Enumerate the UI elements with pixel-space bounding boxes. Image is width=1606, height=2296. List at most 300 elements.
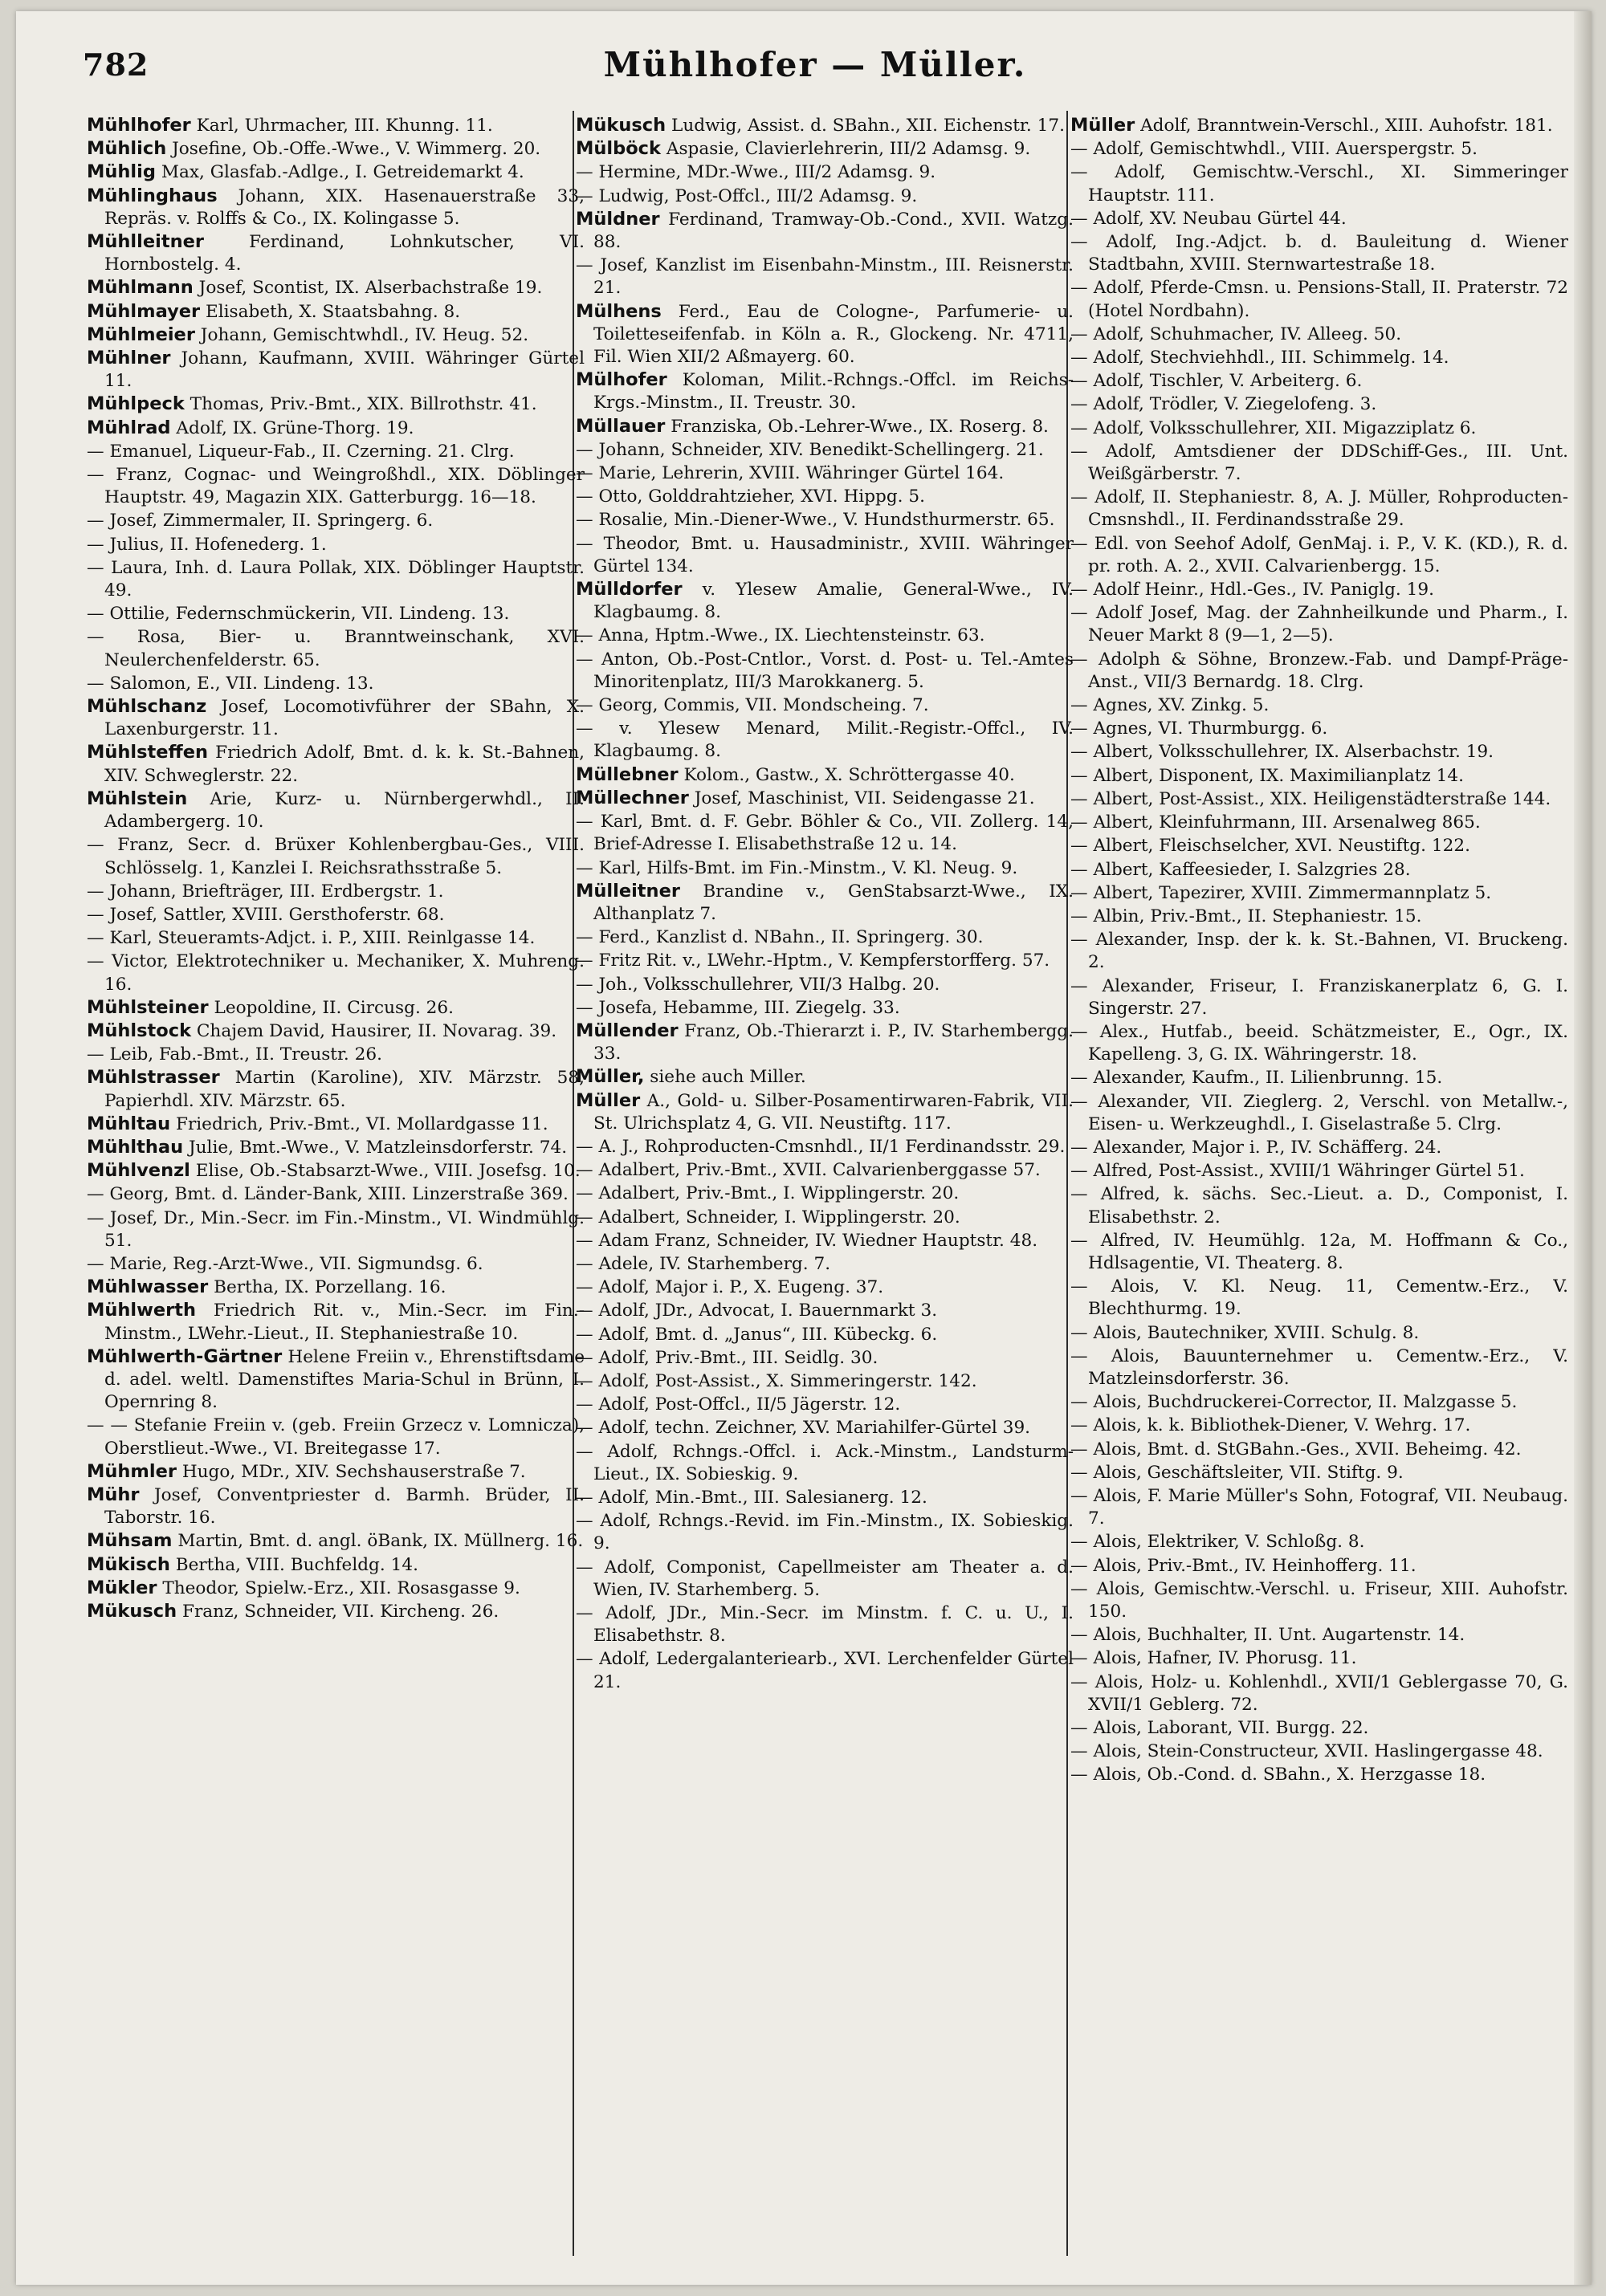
directory-entry [87,1043,585,1066]
directory-entry [1070,881,1568,905]
entry-details: — Alois, Priv.-Bmt., IV. Heinhofferg. 11. [1070,1555,1416,1576]
entry-details: Ludwig, Assist. d. SBahn., XII. Eichenstr. 17. [666,116,1065,136]
entry-details: — Rosa, Bier- u. Branntweinschank, XVI. Neulerchenfelderstr. 65. [87,627,585,670]
directory-entry [576,1509,1074,1555]
entry-details: — Adolf, Post-Offcl., II/5 Jägerstr. 12. [576,1394,901,1415]
entry-details: — Adolf, techn. Zeichner, XV. Mariahilfer-Gürtel 39. [576,1418,1031,1439]
entry-details: — Karl, Steueramts-Adjct. i. P., XIII. Reinlgasse 14. [87,928,536,949]
entry-details: — Adolf, Amtsdiener der DDSchiff-Ges., III. Unt. Weißgärberstr. 7. [1070,441,1568,485]
entry-surname: Mühlsteffen [87,742,209,763]
directory-entry [576,1182,1074,1205]
directory-entry [576,485,1074,508]
entry-details: Koloman, Milit.-Rchngs.-Offcl. im Reichs-Krgs.-Minstm., II. Treustr. 30. [593,370,1074,413]
entry-details: — Alois, Elektriker, V. Schloßg. 8. [1070,1532,1365,1553]
directory-entry [87,137,585,161]
entry-details: — A. J., Rohproducten-Cmsnhdl., II/1 Ferdinandsstr. 29. [576,1136,1066,1157]
directory-entry [576,1416,1074,1439]
column-2 [576,114,1074,1694]
directory-entry [1070,1390,1568,1414]
entry-details: — Fritz Rit. v., LWehr.-Hptm., V. Kempferstorfferg. 57. [576,951,1050,971]
entry-details: — Salomon, E., VII. Lindeng. 13. [87,673,374,694]
directory-entry [576,996,1074,1020]
entry-surname: Mülldorfer [576,579,683,600]
directory-entry [576,1346,1074,1370]
directory-entry [576,1089,1074,1135]
directory-entry [1070,1159,1568,1183]
directory-entry [576,694,1074,717]
directory-entry [576,578,1074,624]
page-header [68,43,1562,92]
directory-entry [1070,1183,1568,1228]
directory-entry [576,763,1074,787]
entry-details: — Anton, Ob.-Post-Cntlor., Vorst. d. Post- u. Tel.-Amtes Minoritenplatz, III/3 Marokkanerg. 5. [576,649,1074,692]
directory-entry [1070,694,1568,717]
entry-details: — Albin, Priv.-Bmt., II. Stephaniestr. 15. [1070,906,1422,926]
directory-entry [1070,740,1568,763]
directory-entry [1070,764,1568,788]
entry-details: — Alexander, Friseur, I. Franziskanerplatz 6, G. I. Singerstr. 27. [1070,975,1568,1019]
entry-details: — Hermine, MDr.-Wwe., III/2 Adamsg. 9. [576,162,936,183]
entry-details: — Edl. von Seehof Adolf, GenMaj. i. P., V. K. (KD.), R. d. pr. roth. A. 2., XVII. Calvarienbergg. 15. [1070,533,1568,576]
entry-details: — Alexander, Major i. P., IV. Schäfferg. 24. [1070,1137,1442,1158]
directory-entry [1070,1671,1568,1716]
directory-entry [1070,1345,1568,1390]
entry-surname: Mükusch [576,115,666,136]
page-spine-shadow [1574,11,1592,2285]
entry-surname: Mühlig [87,161,156,183]
entry-details: Josef, Scontist, IX. Alserbachstraße 19. [193,278,543,299]
directory-entry [576,1065,1074,1089]
entry-details: — Adolf, Trödler, V. Ziegelofeng. 3. [1070,394,1377,415]
entry-details: Elise, Ob.-Stabsarzt-Wwe., VIII. Josefsg. 10. [190,1161,581,1182]
entry-surname: Mühlsteiner [87,996,209,1018]
entry-details: — Franz, Secr. d. Brüxer Kohlenbergbau-Ges., VIII. Schlösselg. 1, Kanzlei I. Reichsrathsstraße 5. [87,835,585,878]
entry-details: — Alois, Stein-Constructeur, XVII. Haslingergasse 48. [1070,1741,1543,1762]
directory-entry [87,788,585,833]
directory-entry [1070,161,1568,206]
directory-entry [87,463,585,509]
directory-entry [87,1136,585,1159]
entry-surname: Mükisch [87,1553,170,1575]
directory-entry [576,1370,1074,1393]
directory-entry [87,1600,585,1623]
entry-details: Friedrich Rit. v., Min.-Secr. im Fin.-Minstm., LWehr.-Lieut., II. Stephaniestraße 10. [104,1301,585,1344]
entry-details: — Alex., Hutfab., beeid. Schätzmeister, E., Ogr., IX. Kapelleng. 3, G. IX. Währingerstr. 18. [1070,1021,1568,1065]
directory-entry [1070,1763,1568,1786]
entry-details: — Marie, Lehrerin, XVIII. Währinger Gürtel 164. [576,463,1005,484]
directory-entry [576,1323,1074,1346]
entry-details: Leopoldine, II. Circusg. 26. [208,997,454,1018]
entry-details: — Josefa, Hebamme, III. Ziegelg. 33. [576,997,900,1018]
directory-entry [576,624,1074,647]
directory-entry [576,857,1074,880]
directory-entry [1070,1275,1568,1321]
entry-details: — Laura, Inh. d. Laura Pollak, XIX. Döblinger Hauptstr. 49. [87,557,585,601]
entry-details: Martin, Bmt. d. angl. öBank, IX. Müllnerg. 16. [172,1531,584,1552]
entry-details: — Alfred, IV. Heumühlg. 12a, M. Hoffmann & Co., Hdlsagentie, VI. Theaterg. 8. [1070,1230,1568,1273]
directory-entry [576,949,1074,972]
entry-details: Friedrich Adolf, Bmt. d. k. k. St.-Bahnen, XIV. Schweglerstr. 22. [104,743,585,786]
entry-surname: Müllauer [576,415,666,437]
entry-details: Ferdinand, Tramway-Ob.-Cond., XVII. Watzg. 88. [593,209,1074,253]
directory-entry [87,1159,585,1183]
entry-details: — Alois, Buchdruckerei-Corrector, II. Malzgasse 5. [1070,1392,1518,1413]
entry-details: — Adalbert, Priv.-Bmt., I. Wipplingerstr. 20. [576,1183,960,1204]
entry-details: — Adolf, Major i. P., X. Eugeng. 37. [576,1277,884,1298]
entry-details: — Adolf, Post-Assist., X. Simmeringerstr. 142. [576,1370,977,1391]
entry-details: — — Stefanie Freiin v. (geb. Freiin Grzecz v. Lomnicza), Oberstlieut.-Wwe., VI. Breitegasse 17. [87,1415,585,1459]
entry-details: Julie, Bmt.-Wwe., V. Matzleinsdorferstr. 74. [183,1137,568,1158]
entry-details: — Agnes, VI. Thurmburgg. 6. [1070,719,1328,739]
entry-surname: Mühlmayer [87,300,201,322]
entry-details: — Alois, Laborant, VII. Burgg. 22. [1070,1718,1369,1739]
directory-entry [1070,114,1568,137]
directory-entry [576,926,1074,949]
directory-entry [87,926,585,950]
directory-entry [576,300,1074,369]
entry-details: Theodor, Spielw.-Erz., XII. Rosasgasse 9. [157,1577,520,1598]
entry-details: Josef, Conventpriester d. Barmh. Brüder, II. Taborstr. 16. [104,1484,585,1529]
running-head: Mühlhofer — Müller. [603,45,1027,84]
directory-entry [1070,1414,1568,1437]
directory-entry [1070,1136,1568,1159]
directory-entry [1070,858,1568,881]
directory-entry [1070,928,1568,974]
entry-details: Johann, Gemischtwhdl., IV. Heug. 52. [194,324,529,345]
directory-entry [1070,1438,1568,1461]
directory-entry [576,532,1074,578]
entry-details: — Adolf, Rchngs.-Offcl. i. Ack.-Minstm., Landsturm-Lieut., IX. Sobieskig. 9. [576,1441,1074,1484]
entry-details: Martin (Karoline), XIV. Märzstr. 58, Papierhdl. XIV. Märzstr. 65. [104,1068,585,1111]
directory-entry [576,1486,1074,1509]
directory-entry [1070,393,1568,416]
directory-entry [87,509,585,532]
entry-details: — Adolf, Stechviehhdl., III. Schimmelg. 14. [1070,348,1449,368]
directory-entry [1070,1066,1568,1089]
directory-entry [576,810,1074,856]
directory-entry [576,1276,1074,1299]
directory-entry [87,833,585,879]
entry-details: — Franz, Cognac- und Weingroßhdl., XIX. Döblinger Hauptstr. 49, Magazin XIX. Gatterburgg. 16—18. [87,465,585,508]
entry-surname: Mühlschanz [87,696,207,718]
entry-details: — Alois, Ob.-Cond. d. SBahn., X. Herzgasse 18. [1070,1765,1486,1785]
entry-details: Friedrich, Priv.-Bmt., VI. Mollardgasse 11. [170,1113,548,1134]
entry-details: — Albert, Volksschullehrer, IX. Alserbachstr. 19. [1070,742,1494,763]
directory-entry [576,880,1074,926]
entry-details: Arie, Kurz- u. Nürnbergerwhdl., II. Adambergerg. 10. [104,788,585,833]
entry-surname: Mühsam [87,1530,173,1552]
entry-surname: Mühlner [87,348,171,369]
entry-details: Chajem David, Hausirer, II. Novarag. 39. [191,1020,557,1041]
directory-entry [87,1299,585,1345]
directory-entry [576,648,1074,694]
entry-details: Hugo, MDr., XIV. Sechshauserstraße 7. [176,1461,526,1482]
directory-entry [87,672,585,695]
entry-surname: Mükler [87,1577,157,1598]
entry-details: — Alois, Holz- u. Kohlenhdl., XVII/1 Geblergasse 70, G. XVII/1 Geblerg. 72. [1070,1671,1568,1715]
directory-entry [87,393,585,416]
entry-details: Aspasie, Clavierlehrerin, III/2 Adamsg. 9. [661,139,1031,160]
entry-surname: Mühlwerth-Gärtner [87,1345,283,1367]
directory-entry [1070,440,1568,486]
directory-entry [576,787,1074,810]
entry-details: — Karl, Bmt. d. F. Gebr. Böhler & Co., VII. Zollerg. 14, Brief-Adresse I. Elisabethstraße 12 u. 14. [576,812,1074,855]
directory-entry [87,950,585,995]
entry-details: Ferd., Eau de Cologne-, Parfumerie- u. Toiletteseifenfab. in Köln a. R., Glockeng. Nr. 4711, Fil. Wien XII/2 Aßmayerg. 60. [593,301,1074,368]
entry-surname: Mühlstock [87,1020,192,1041]
directory-entry [87,1276,585,1299]
entry-details: — v. Ylesew Menard, Milit.-Registr.-Offcl., IV. Klagbaumg. 8. [576,719,1074,762]
entry-details: — Albert, Kleinfuhrmann, III. Arsenalweg 865. [1070,812,1481,833]
directory-entry [576,137,1074,161]
directory-entry [87,276,585,299]
entry-details: — Alois, Bauunternehmer u. Cementw.-Erz., V. Matzleinsdorferstr. 36. [1070,1345,1568,1389]
directory-entry [1070,1484,1568,1530]
entry-details: Franziska, Ob.-Lehrer-Wwe., IX. Roserg. 8. [665,416,1049,437]
entry-details: Ferdinand, Lohnkutscher, VI. Hornbostelg. 4. [104,232,585,275]
entry-surname: Mühlstrasser [87,1067,220,1089]
entry-details: — Adolf, Pferde-Cmsn. u. Pensions-Stall, II. Praterstr. 72 (Hotel Nordbahn). [1070,278,1568,321]
entry-details: — Alois, Bmt. d. StGBahn.-Ges., XVII. Beheimg. 42. [1070,1439,1522,1459]
directory-entry [87,161,585,184]
entry-surname: Müllender [576,1020,679,1041]
entry-details: — Albert, Fleischselcher, XVI. Neustiftg. 122. [1070,836,1470,857]
column-3 [1070,114,1568,1787]
entry-details: — Albert, Post-Assist., XIX. Heiligenstädterstraße 144. [1070,788,1551,809]
entry-details: — Emanuel, Liqueur-Fab., II. Czerning. 21. Clrg. [87,441,515,462]
directory-entry [87,903,585,926]
directory-entry [87,1183,585,1206]
directory-entry [1070,1090,1568,1136]
entry-details: — Adolf, XV. Neubau Gürtel 44. [1070,208,1347,229]
entry-surname: Mühlvenzl [87,1160,190,1182]
entry-surname: Mühlstein [87,788,188,809]
entry-details: — Adolf, Bmt. d. „Janus“, III. Kübeckg. 6. [576,1324,938,1345]
entry-details: Thomas, Priv.-Bmt., XIX. Billrothstr. 41. [184,394,537,415]
directory-entry [576,114,1074,137]
directory-entry [87,1252,585,1276]
entry-surname: Müller [576,1089,641,1111]
entry-details: — Albert, Disponent, IX. Maximilianplatz 14. [1070,765,1464,786]
entry-details: v. Ylesew Amalie, General-Wwe., IV. Klagbaumg. 8. [593,580,1074,623]
directory-entry [1070,788,1568,811]
entry-surname: Mühlrad [87,417,171,438]
entry-surname: Mühltau [87,1113,171,1134]
directory-entry [576,973,1074,996]
entry-details: — Alfred, k. sächs. Sec.-Lieut. a. D., Componist, I. Elisabethstr. 2. [1070,1184,1568,1227]
entry-surname: Mühr [87,1484,140,1505]
entry-surname: Mühlwerth [87,1300,197,1321]
entry-details: — Adolf, Schuhmacher, IV. Alleeg. 50. [1070,324,1402,344]
entry-details: — Alois, Geschäftsleiter, VII. Stiftg. 9. [1070,1462,1404,1483]
directory-entry [87,1345,585,1415]
directory-entry [576,1440,1074,1486]
entry-details: — Victor, Elektrotechniker u. Mechaniker, X. Muhreng. 16. [87,951,585,995]
directory-entry [576,1299,1074,1322]
directory-entry [1070,834,1568,857]
entry-details: — Alois, F. Marie Müller's Sohn, Fotograf, VII. Neubaug. 7. [1070,1485,1568,1529]
entry-surname: Mühlich [87,138,167,160]
entry-surname: Mülhens [576,300,662,322]
directory-entry [1070,975,1568,1020]
entry-details: — Adolf, Componist, Capellmeister am Theater a. d. Wien, IV. Starhemberg. 5. [576,1557,1074,1600]
entry-surname: Müller, [576,1066,645,1088]
directory-entry [576,1393,1074,1416]
directory-entry [576,1602,1074,1647]
entry-details: Josef, Locomotivführer der SBahn, X. Laxenburgerstr. 11. [104,697,585,740]
entry-details: Johann, XIX. Hasenauerstraße 33, Repräs. v. Rolffs & Co., IX. Kolingasse 5. [104,185,585,229]
entry-details: — Adalbert, Schneider, I. Wipplingerstr. 20. [576,1207,960,1227]
directory-entry [87,185,585,230]
entry-details: — Alois, Bautechniker, XVIII. Schulg. 8. [1070,1322,1420,1343]
entry-details: — Adolph & Söhne, Bronzew.-Fab. und Dampf-Präge-Anst., VII/3 Bernardg. 18. Clrg. [1070,649,1568,692]
entry-surname: Mühlmann [87,277,194,299]
directory-entry [1070,717,1568,740]
entry-details: — Adolf, Gemischtw.-Verschl., XI. Simmeringer Hauptstr. 111. [1070,162,1568,206]
entry-details: — Theodor, Bmt. u. Hausadministr., XVIII. Währinger Gürtel 134. [576,533,1074,576]
entry-surname: Mühlleitner [87,231,204,253]
entry-details: — Rosalie, Min.-Diener-Wwe., V. Hundsthurmerstr. 65. [576,510,1055,531]
directory-entry [1070,1647,1568,1670]
directory-entry [87,625,585,671]
directory-entry [576,508,1074,531]
directory-entry [87,533,585,556]
directory-entry [1070,230,1568,276]
directory-entry [576,1206,1074,1229]
directory-entry [1070,1577,1568,1623]
entry-details: — Karl, Hilfs-Bmt. im Fin.-Minstm., V. Kl. Neug. 9. [576,857,1018,878]
entry-details: — Adolf, Rchngs.-Revid. im Fin.-Minstm., IX. Sobieskig. 9. [576,1511,1074,1554]
directory-entry [1070,369,1568,393]
directory-entry [576,254,1074,299]
entry-surname: Müldner [576,208,660,230]
directory-entry [576,1252,1074,1276]
entry-details: — Adolf, Volksschullehrer, XII. Migazziplatz 6. [1070,417,1477,438]
entry-details: — Joh., Volksschullehrer, VII/3 Halbg. 20. [576,974,940,995]
directory-entry [576,438,1074,462]
entry-details: Bertha, VIII. Buchfeldg. 14. [169,1554,418,1575]
entry-surname: Müller [1070,115,1135,136]
directory-entry [1070,1321,1568,1345]
entry-details: — Alexander, Insp. der k. k. St.-Bahnen, VI. Bruckeng. 2. [1070,930,1568,973]
directory-entry [576,1556,1074,1602]
entry-surname: Mükusch [87,1601,177,1622]
directory-entry [576,462,1074,485]
entry-details: Franz, Ob.-Thierarzt i. P., IV. Starhembergg. 33. [593,1020,1074,1065]
directory-entry [1070,532,1568,578]
entry-details: — Adolf, Tischler, V. Arbeiterg. 6. [1070,371,1363,392]
directory-entry [1070,417,1568,440]
entry-details: — Georg, Bmt. d. Länder-Bank, XIII. Linzerstraße 369. [87,1184,569,1205]
directory-entry [1070,207,1568,230]
entry-details: Kolom., Gastw., X. Schröttergasse 40. [678,764,1015,785]
entry-details: — Adele, IV. Starhemberg. 7. [576,1253,831,1274]
directory-entry [576,1229,1074,1252]
directory-entry [1070,811,1568,834]
entry-details: — Alfred, Post-Assist., XVIII/1 Währinger Gürtel 51. [1070,1161,1525,1182]
entry-details: — Josef, Dr., Min.-Secr. im Fin.-Minstm., VI. Windmühlg. 51. [87,1207,585,1251]
directory-entry [576,185,1074,208]
entry-details: — Alois, Buchhalter, II. Unt. Augartenstr. 14. [1070,1625,1465,1646]
directory-entry [576,1020,1074,1065]
directory-entry [87,556,585,602]
entry-details: — Alexander, Kaufm., II. Lilienbrunng. 15. [1070,1068,1443,1089]
entry-details: — Agnes, XV. Zinkg. 5. [1070,695,1270,716]
entry-details: — Adam Franz, Schneider, IV. Wiedner Hauptstr. 48. [576,1230,1038,1251]
entry-details: A., Gold- u. Silber-Posamentirwaren-Fabrik, VII. St. Ulrichsplatz 4, G. VII. Neustiftg. 117. [593,1090,1074,1134]
entry-details: Adolf, Branntwein-Verschl., XIII. Auhofstr. 181. [1135,116,1553,136]
entry-details: — Adolf, Priv.-Bmt., III. Seidlg. 30. [576,1347,878,1368]
entry-details: — Adalbert, Priv.-Bmt., XVII. Calvarienberggasse 57. [576,1160,1041,1181]
entry-details: — Alois, Gemischtw.-Verschl. u. Friseur, XIII. Auhofstr. 150. [1070,1578,1568,1622]
directory-entry [1070,323,1568,346]
entry-details: siehe auch Miller. [644,1067,806,1088]
directory-entry [87,324,585,347]
directory-entry [1070,905,1568,928]
directory-entry [87,1484,585,1529]
entry-surname: Mülböck [576,138,661,160]
entry-surname: Mühlmeier [87,324,195,345]
directory-entry [87,1553,585,1577]
directory-entry [576,161,1074,184]
entry-details: — Josef, Kanzlist im Eisenbahn-Minstm., III. Reisnerstr. 21. [576,255,1074,299]
directory-entry [87,695,585,741]
entry-details: — Josef, Zimmermaler, II. Springerg. 6. [87,511,434,531]
directory-entry [1070,1554,1568,1577]
entry-details: — Adolf Josef, Mag. der Zahnheilkunde und Pharm., I. Neuer Markt 8 (9—1, 2—5). [1070,603,1568,646]
directory-entry [1070,601,1568,647]
directory-entry [87,347,585,393]
directory-entry [1070,1716,1568,1740]
directory-entry [87,996,585,1020]
entry-details: — Albert, Kaffeesieder, I. Salzgries 28. [1070,859,1411,880]
directory-entry [1070,1530,1568,1553]
entry-details: — Adolf, Ing.-Adjct. b. d. Bauleitung d. Wiener Stadtbahn, XVIII. Sternwartestraße 18. [1070,232,1568,275]
entry-details: Franz, Schneider, VII. Kircheng. 26. [177,1602,499,1622]
entry-details: Max, Glasfab.-Adlge., I. Getreidemarkt 4. [155,162,524,183]
directory-entry [576,1158,1074,1182]
entry-details: — Alois, k. k. Bibliothek-Diener, V. Wehrg. 17. [1070,1415,1471,1436]
directory-entry [1070,1229,1568,1275]
entry-details: — Adolf, II. Stephaniestr. 8, A. J. Müller, Rohproducten-Cmsnshdl., II. Ferdinandsstraße 29. [1070,487,1568,531]
entry-details: — Adolf, Gemischtwhdl., VIII. Auerspergstr. 5. [1070,139,1478,160]
directory-entry [1070,578,1568,601]
directory-entry [1070,137,1568,161]
entry-details: — Ferd., Kanzlist d. NBahn., II. Springerg. 30. [576,927,984,948]
directory-entry [87,1460,585,1484]
directory-entry [1070,1461,1568,1484]
directory-entry [1070,276,1568,322]
entry-details: — Leib, Fab.-Bmt., II. Treustr. 26. [87,1044,382,1065]
directory-entry [87,741,585,787]
entry-surname: Mülhofer [576,369,667,391]
entry-details: — Adolf, Min.-Bmt., III. Salesianerg. 12. [576,1487,927,1508]
entry-details: — Adolf, JDr., Advocat, I. Bauernmarkt 3. [576,1301,938,1321]
directory-entry [1070,486,1568,531]
entry-details: — Ludwig, Post-Offcl., III/2 Adamsg. 9. [576,185,918,206]
entry-details: Bertha, IX. Porzellang. 16. [208,1277,446,1298]
directory-entry [576,208,1074,254]
entry-surname: Mühlpeck [87,393,185,415]
entry-details: — Marie, Reg.-Arzt-Wwe., VII. Sigmundsg. 6. [87,1253,483,1274]
entry-details: — Alois, V. Kl. Neug. 11, Cementw.-Erz., V. Blechthurmg. 19. [1070,1276,1568,1320]
entry-surname: Mülleitner [576,880,680,902]
directory-entry [87,440,585,463]
entry-details: — Alois, Hafner, IV. Phorusg. 11. [1070,1648,1357,1669]
directory-entry [87,114,585,137]
entry-details: — Johann, Briefträger, III. Erdbergstr. 1. [87,881,444,902]
directory-entry [87,300,585,324]
